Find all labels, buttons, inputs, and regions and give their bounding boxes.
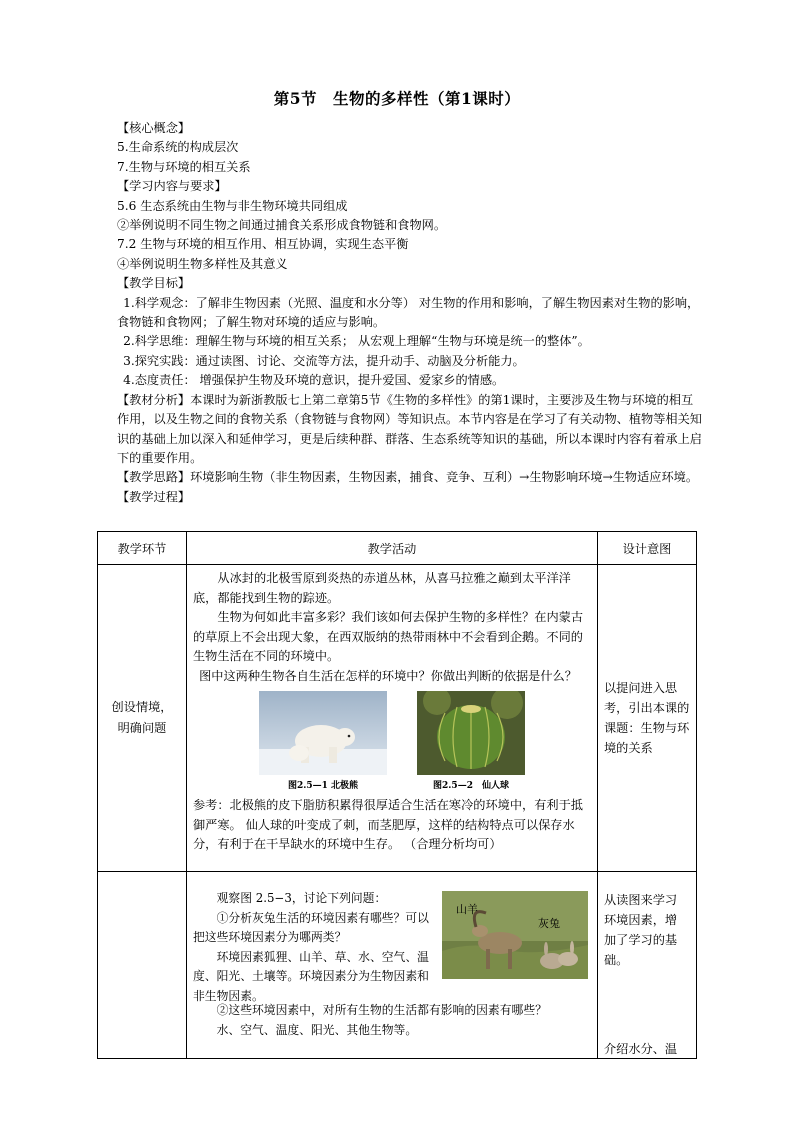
process-table [97, 531, 697, 1059]
approach-text: 环境影响生物（非生物因素，生物因素，捕食、竞争、互利）→生物影响环境→生物适应环境。 [190, 470, 699, 485]
polar-bear-image [259, 691, 387, 775]
core-item: 7.生物与环境的相互关系 [117, 159, 251, 174]
goal-item: 1.科学观念：了解非生物因素（光照、温度和水分等） 对生物的作用和影响，了解生物因素对生物的影响，食物链和食物网；了解生物对环境的适应与影响。 [117, 295, 700, 330]
activity-question: 图中这两种生物各自生活在怎样的环境中？你做出判断的依据是什么？ [199, 668, 577, 683]
approach-paragraph [117, 468, 702, 487]
observation-answer: 水、空气、温度、阳光、其他生物等。 [216, 1022, 418, 1037]
stage-cell [98, 565, 187, 872]
rabbit-label: 灰兔 [538, 917, 560, 930]
page-title: 第5节 生物的多样性（第1课时） [273, 89, 521, 108]
content-item: 5.6 生态系统由生物与非生物环境共同组成 [117, 198, 348, 213]
table-header-row [98, 532, 697, 565]
figure-caption: 图2.5—1 北极熊 [287, 780, 359, 791]
process-heading: 【教学过程】 [117, 489, 191, 504]
approach-heading: 【教学思路】 [117, 470, 191, 485]
design-text: 介绍水分、温 [604, 1042, 678, 1056]
table-row [98, 872, 697, 1059]
goal-item: 3.探究实践：通过读图、讨论、交流等方法，提升动手、动脑及分析能力。 [123, 353, 525, 368]
design-cell [598, 872, 697, 1059]
content-item: ④举例说明生物多样性及其意义 [117, 256, 288, 271]
analysis-heading: 【教材分析】 [117, 392, 191, 407]
stage-label: 创设情境，明确问题 [111, 700, 173, 735]
observation-block [187, 875, 597, 1055]
table-row [98, 565, 697, 872]
activity-paragraph: 从冰封的北极雪原到炎热的赤道丛林，从喜马拉雅之巅到太平洋洋底，都能找到生物的踪迹。 [193, 571, 571, 605]
content-item: 7.2 生物与环境的相互作用、相互协调，实现生态平衡 [117, 237, 409, 252]
content-heading: 【学习内容与要求】 [117, 179, 227, 194]
reference-answer: 参考：北极熊的皮下脂肪积累得很厚适合生活在寒冷的环境中，有利于抵御严寒。 仙人球的叶变成了刺，而茎肥厚，这样的结构特点可以保存水分，有利于在干旱缺水的环境中生存。 （合理分析均可） [193, 798, 583, 852]
stage-cell-empty [98, 872, 187, 1059]
col-header-design: 设计意图 [598, 532, 697, 565]
goal-item: 4.态度责任： 增强保护生物及环境的意识，提升爱国、爱家乡的情感。 [123, 373, 505, 388]
core-item: 5.生命系统的构成层次 [117, 140, 239, 155]
core-heading: 【核心概念】 [117, 121, 191, 135]
design-text: 从读图来学习环境因素，增加了学习的基础。 [604, 893, 678, 967]
figure-polar-bear [259, 691, 387, 797]
goals-heading: 【教学目标】 [117, 276, 191, 291]
col-header-stage: 教学环节 [98, 532, 187, 565]
figure-caption: 图2.5—2 仙人球 [433, 780, 509, 791]
lesson-intro [117, 119, 702, 507]
goat-rabbit-image [442, 891, 588, 979]
analysis-paragraph [117, 391, 702, 469]
observation-question: ①分析灰兔生活的环境因素有哪些？可以把这些环境因素分为哪两类？ [193, 910, 429, 945]
activity-cell [187, 872, 598, 1059]
figure-row [193, 691, 591, 797]
goat-label: 山羊 [456, 903, 478, 916]
design-text: 以提问进入思考，引出本课的课题：生物与环境的关系 [604, 681, 690, 755]
observation-answer: 环境因素狐狸、山羊、草、水、空气、温度、阳光、土壤等。环境因素分为生物因素和非生物因素。 [193, 949, 429, 1003]
observation-question: ②这些环境因素中，对所有生物的生活都有影响的因素有哪些？ [216, 1003, 547, 1017]
figure-cactus [417, 691, 525, 797]
analysis-text: 本课时为新浙教版七上第二章第5节《生物的多样性》的第1课时，主要涉及生物与环境的相互作用，以及生物之间的食物关系（食物链与食物网）等知识点。本节内容是在学习了有关动物、植物等相关知识的基础上加以深入和延伸学习，更是后续种群、群落、生态系统等知识的基础，所以本课时内容有着承上启下的重要作用。 [117, 392, 702, 465]
goal-item: 2.科学思维：理解生物与环境的相互关系； 从宏观上理解“生物与环境是统一的整体”。 [123, 334, 590, 349]
observation-bottom [193, 1001, 593, 1040]
content-item: ②举例说明不同生物之间通过捕食关系形成食物链和食物网。 [117, 218, 447, 233]
observation-intro: 观察图 2.5−3，讨论下列问题： [216, 891, 387, 905]
activity-cell [187, 565, 598, 872]
observation-text [193, 889, 433, 1007]
activity-paragraph: 生物为何如此丰富多彩？我们该如何去保护生物的多样性？在内蒙古的草原上不会出现大象，在西双版纳的热带雨林中不会看到企鹅。不同的生物生活在不同的环境中。 [193, 610, 584, 664]
cactus-image [417, 691, 525, 775]
design-cell [598, 565, 697, 872]
figure-goat-rabbit [442, 891, 588, 982]
col-header-activity: 教学活动 [187, 532, 598, 565]
